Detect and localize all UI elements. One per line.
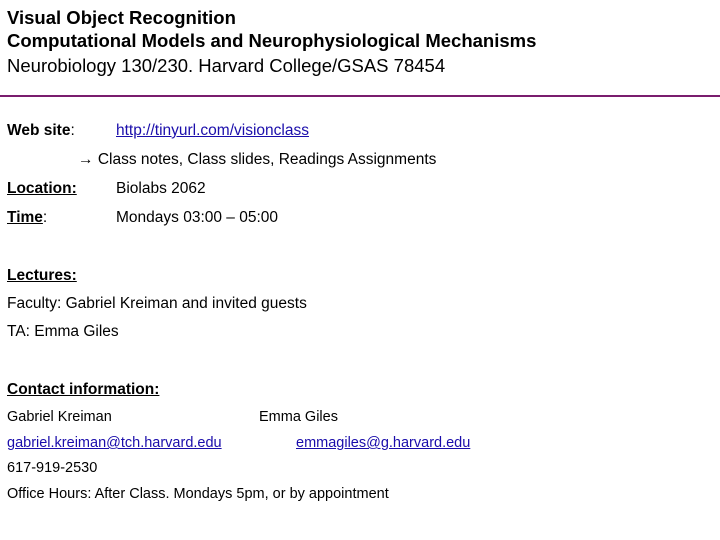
time-colon: : xyxy=(42,209,48,226)
contact-emails-row xyxy=(7,435,471,451)
page-title: Visual Object Recognition xyxy=(7,7,236,28)
contact-name-2: Emma Giles xyxy=(259,409,338,425)
faculty-line: Faculty: Gabriel Kreiman and invited guests xyxy=(7,295,307,312)
header-divider xyxy=(0,95,720,97)
title-block xyxy=(7,6,536,79)
time-row xyxy=(7,209,279,227)
website-row xyxy=(7,122,309,140)
page-subtitle: Computational Models and Neurophysiological Mechanisms xyxy=(7,30,537,51)
contact-heading: Contact information: xyxy=(7,381,160,398)
contact-email-2[interactable]: emmagiles@g.harvard.edu xyxy=(296,435,471,451)
arrow-right-icon: → xyxy=(78,151,94,168)
website-contents: Class notes, Class slides, Readings Assignments xyxy=(97,151,437,168)
time-label: Time xyxy=(7,209,43,226)
lectures-heading: Lectures: xyxy=(7,267,77,284)
ta-line: TA: Emma Giles xyxy=(7,323,119,340)
location-row xyxy=(7,180,206,198)
website-link[interactable]: http://tinyurl.com/visionclass xyxy=(116,122,309,139)
location-value: Biolabs 2062 xyxy=(116,180,206,197)
office-hours: Office Hours: After Class. Mondays 5pm, or by appointment xyxy=(7,486,389,502)
time-value: Mondays 03:00 – 05:00 xyxy=(116,209,279,226)
website-label: Web site xyxy=(7,122,71,139)
contact-names-row xyxy=(7,409,338,425)
location-label: Location: xyxy=(7,180,77,197)
course-info: Neurobiology 130/230. Harvard College/GSAS 78454 xyxy=(7,55,446,76)
website-colon: : xyxy=(70,122,75,139)
website-contents-row xyxy=(78,151,436,169)
contact-phone: 617-919-2530 xyxy=(7,460,98,476)
contact-name-1: Gabriel Kreiman xyxy=(7,409,112,425)
contact-email-1[interactable]: gabriel.kreiman@tch.harvard.edu xyxy=(7,435,222,451)
